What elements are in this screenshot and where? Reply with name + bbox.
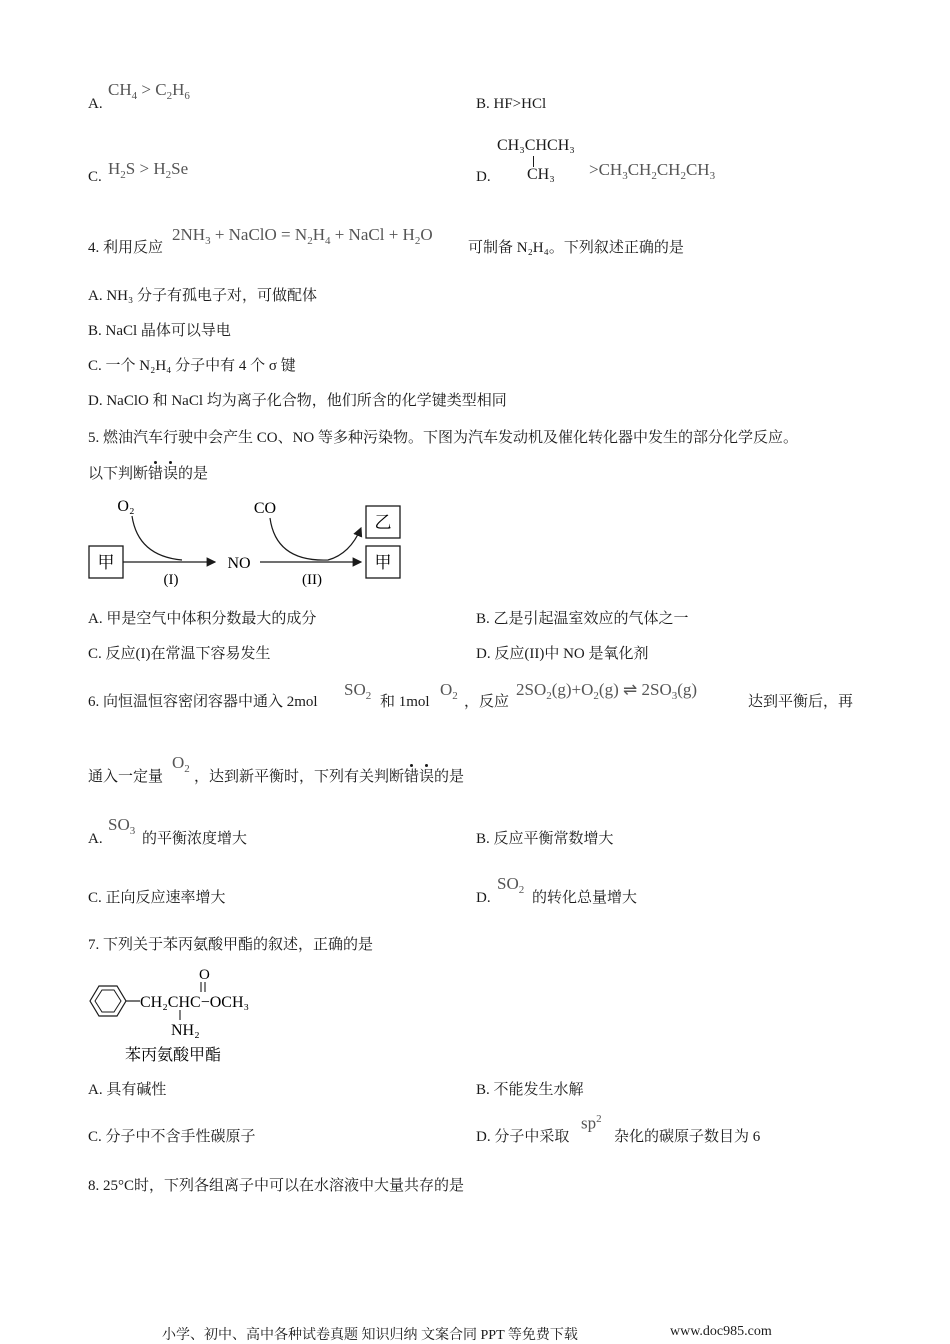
- q3-option-a: [88, 94, 103, 114]
- q4-option-d: D. NaClO 和 NaCl 均为离子化合物，他们所含的化学键类型相同: [88, 393, 507, 409]
- q6-mid1: 和 1mol: [380, 694, 430, 710]
- box-yi-label: 乙: [374, 513, 392, 532]
- q6-option-a-formula: $SO_3$: [108, 815, 136, 837]
- q6-so2: $SO_2$: [344, 680, 372, 702]
- emphasis-char: 误: [419, 769, 435, 785]
- q5-stem-line2: [88, 464, 208, 484]
- q6-mid2: ，反应: [464, 694, 510, 710]
- q6-option-c: C. 正向反应速率增大: [88, 890, 226, 906]
- q3-option-a-formula: $CH_4 > C_2H_6$: [108, 80, 190, 102]
- stem-text: ，达到新平衡时，下列有关判断: [194, 769, 405, 785]
- q6-option-d-text: 的转化总量增大: [532, 890, 638, 906]
- q7-option-d-suffix: 杂化的碳原子数目为 6: [614, 1129, 761, 1145]
- q5-option-c: C. 反应(I)在常温下容易发生: [88, 646, 271, 662]
- co-label: CO: [253, 500, 277, 517]
- q6-option-d-label: D.: [476, 890, 491, 906]
- q3-option-d: D.: [476, 169, 491, 185]
- emphasis-char: 错: [148, 466, 164, 482]
- q4-stem-suffix: 可制备 N₂H₄。下列叙述正确的是: [468, 240, 684, 256]
- q6-stem-prefix: 6. 向恒温恒容密闭容器中通入 2mol: [88, 694, 318, 710]
- stem-text: 的是: [178, 466, 209, 482]
- q3-option-d-struct-top: CH₃CHCH₃: [497, 137, 575, 154]
- struct-chain: CH₂CHC−OCH₃: [140, 994, 250, 1011]
- stem-text: 以下判断: [88, 466, 149, 482]
- q6-line2-rest: [194, 767, 464, 787]
- q4-option-b: B. NaCl 晶体可以导电: [88, 323, 231, 339]
- q4-option-a: A. NH₃ 分子有孤电子对，可做配体: [88, 288, 317, 304]
- q6-stem-suffix: 达到平衡后，再: [748, 694, 854, 710]
- q7-stem: 7. 下列关于苯丙氨酸甲酯的叙述，正确的是: [88, 937, 374, 953]
- o2-label: O₂: [117, 498, 135, 515]
- q4-equation: $2NH_3$ + NaClO = $N_2H_4$ + NaCl + $H_2O$: [172, 225, 433, 247]
- q3-option-b: B. HF>HCl: [476, 96, 547, 112]
- q8-stem: 8. 25°C时，下列各组离子中可以在水溶液中大量共存的是: [88, 1178, 465, 1194]
- step2-label: (II): [302, 572, 322, 588]
- footer-url[interactable]: www.doc985.com: [670, 1324, 772, 1339]
- q7-option-a: A. 具有碱性: [88, 1082, 167, 1098]
- stem-text: 的是: [434, 769, 465, 785]
- box-jia-right-label: 甲: [374, 553, 392, 572]
- q6-line2-prefix: 通入一定量: [88, 769, 164, 785]
- q6-option-a-label: A.: [88, 831, 103, 847]
- q5-stem-line1: 5. 燃油汽车行驶中会产生 CO、NO 等多种污染物。下图为汽车发动机及催化转化器中发生的部分化学反应。: [88, 430, 799, 446]
- step1-label: (I): [163, 572, 179, 588]
- q3-option-c-formula: $H_2S > H_2Se$: [108, 159, 189, 181]
- q7-option-d-formula: $sp^2$: [581, 1113, 602, 1133]
- box-jia-left-label: 甲: [97, 553, 115, 572]
- footer-text: 小学、初中、高中各种试卷真题 知识归纳 文案合同 PPT 等免费下载: [162, 1328, 578, 1343]
- q5-option-a: A. 甲是空气中体积分数最大的成分: [88, 611, 317, 627]
- emphasis-char: 错: [404, 769, 420, 785]
- q5-reaction-diagram: [80, 490, 420, 590]
- q4-stem-prefix: 4. 利用反应: [88, 240, 164, 256]
- q7-option-c: C. 分子中不含手性碳原子: [88, 1129, 256, 1145]
- q6-option-a-text: 的平衡浓度增大: [142, 831, 248, 847]
- benzene-inner: [95, 990, 121, 1012]
- q3-option-c: C.: [88, 169, 102, 185]
- struct-nh2: NH₂: [171, 1022, 200, 1039]
- option-label: A.: [88, 96, 103, 112]
- q7-option-d-prefix: D. 分子中采取: [476, 1129, 570, 1145]
- q6-option-d-formula: $SO_2$: [497, 874, 525, 896]
- q6-equation: $2SO_2(g)+O_2(g)$ ⇌ $2SO_3(g)$: [516, 680, 698, 702]
- struct-o: O: [199, 967, 210, 983]
- struct-caption: 苯丙氨酸甲酯: [125, 1047, 222, 1064]
- q4-option-c: C. 一个 N₂H₄ 分子中有 4 个 σ 键: [88, 358, 296, 374]
- co-curve: [270, 518, 361, 560]
- o2-curve: [132, 516, 182, 560]
- q5-option-b: B. 乙是引起温室效应的气体之一: [476, 611, 689, 627]
- no-label: NO: [227, 555, 251, 572]
- q5-option-d: D. 反应(II)中 NO 是氧化剂: [476, 646, 649, 662]
- q7-option-b: B. 不能发生水解: [476, 1082, 584, 1098]
- q6-line2-o2: $O_2$: [172, 753, 190, 775]
- q3-option-d-formula: $>CH_3CH_2CH_2CH_3$: [589, 160, 716, 182]
- q7-structure: [85, 962, 285, 1066]
- q3-option-d-struct-bottom: CH₃: [527, 166, 555, 183]
- q6-o2: $O_2$: [440, 680, 458, 702]
- emphasis-char: 误: [163, 466, 179, 482]
- q6-option-b: B. 反应平衡常数增大: [476, 831, 614, 847]
